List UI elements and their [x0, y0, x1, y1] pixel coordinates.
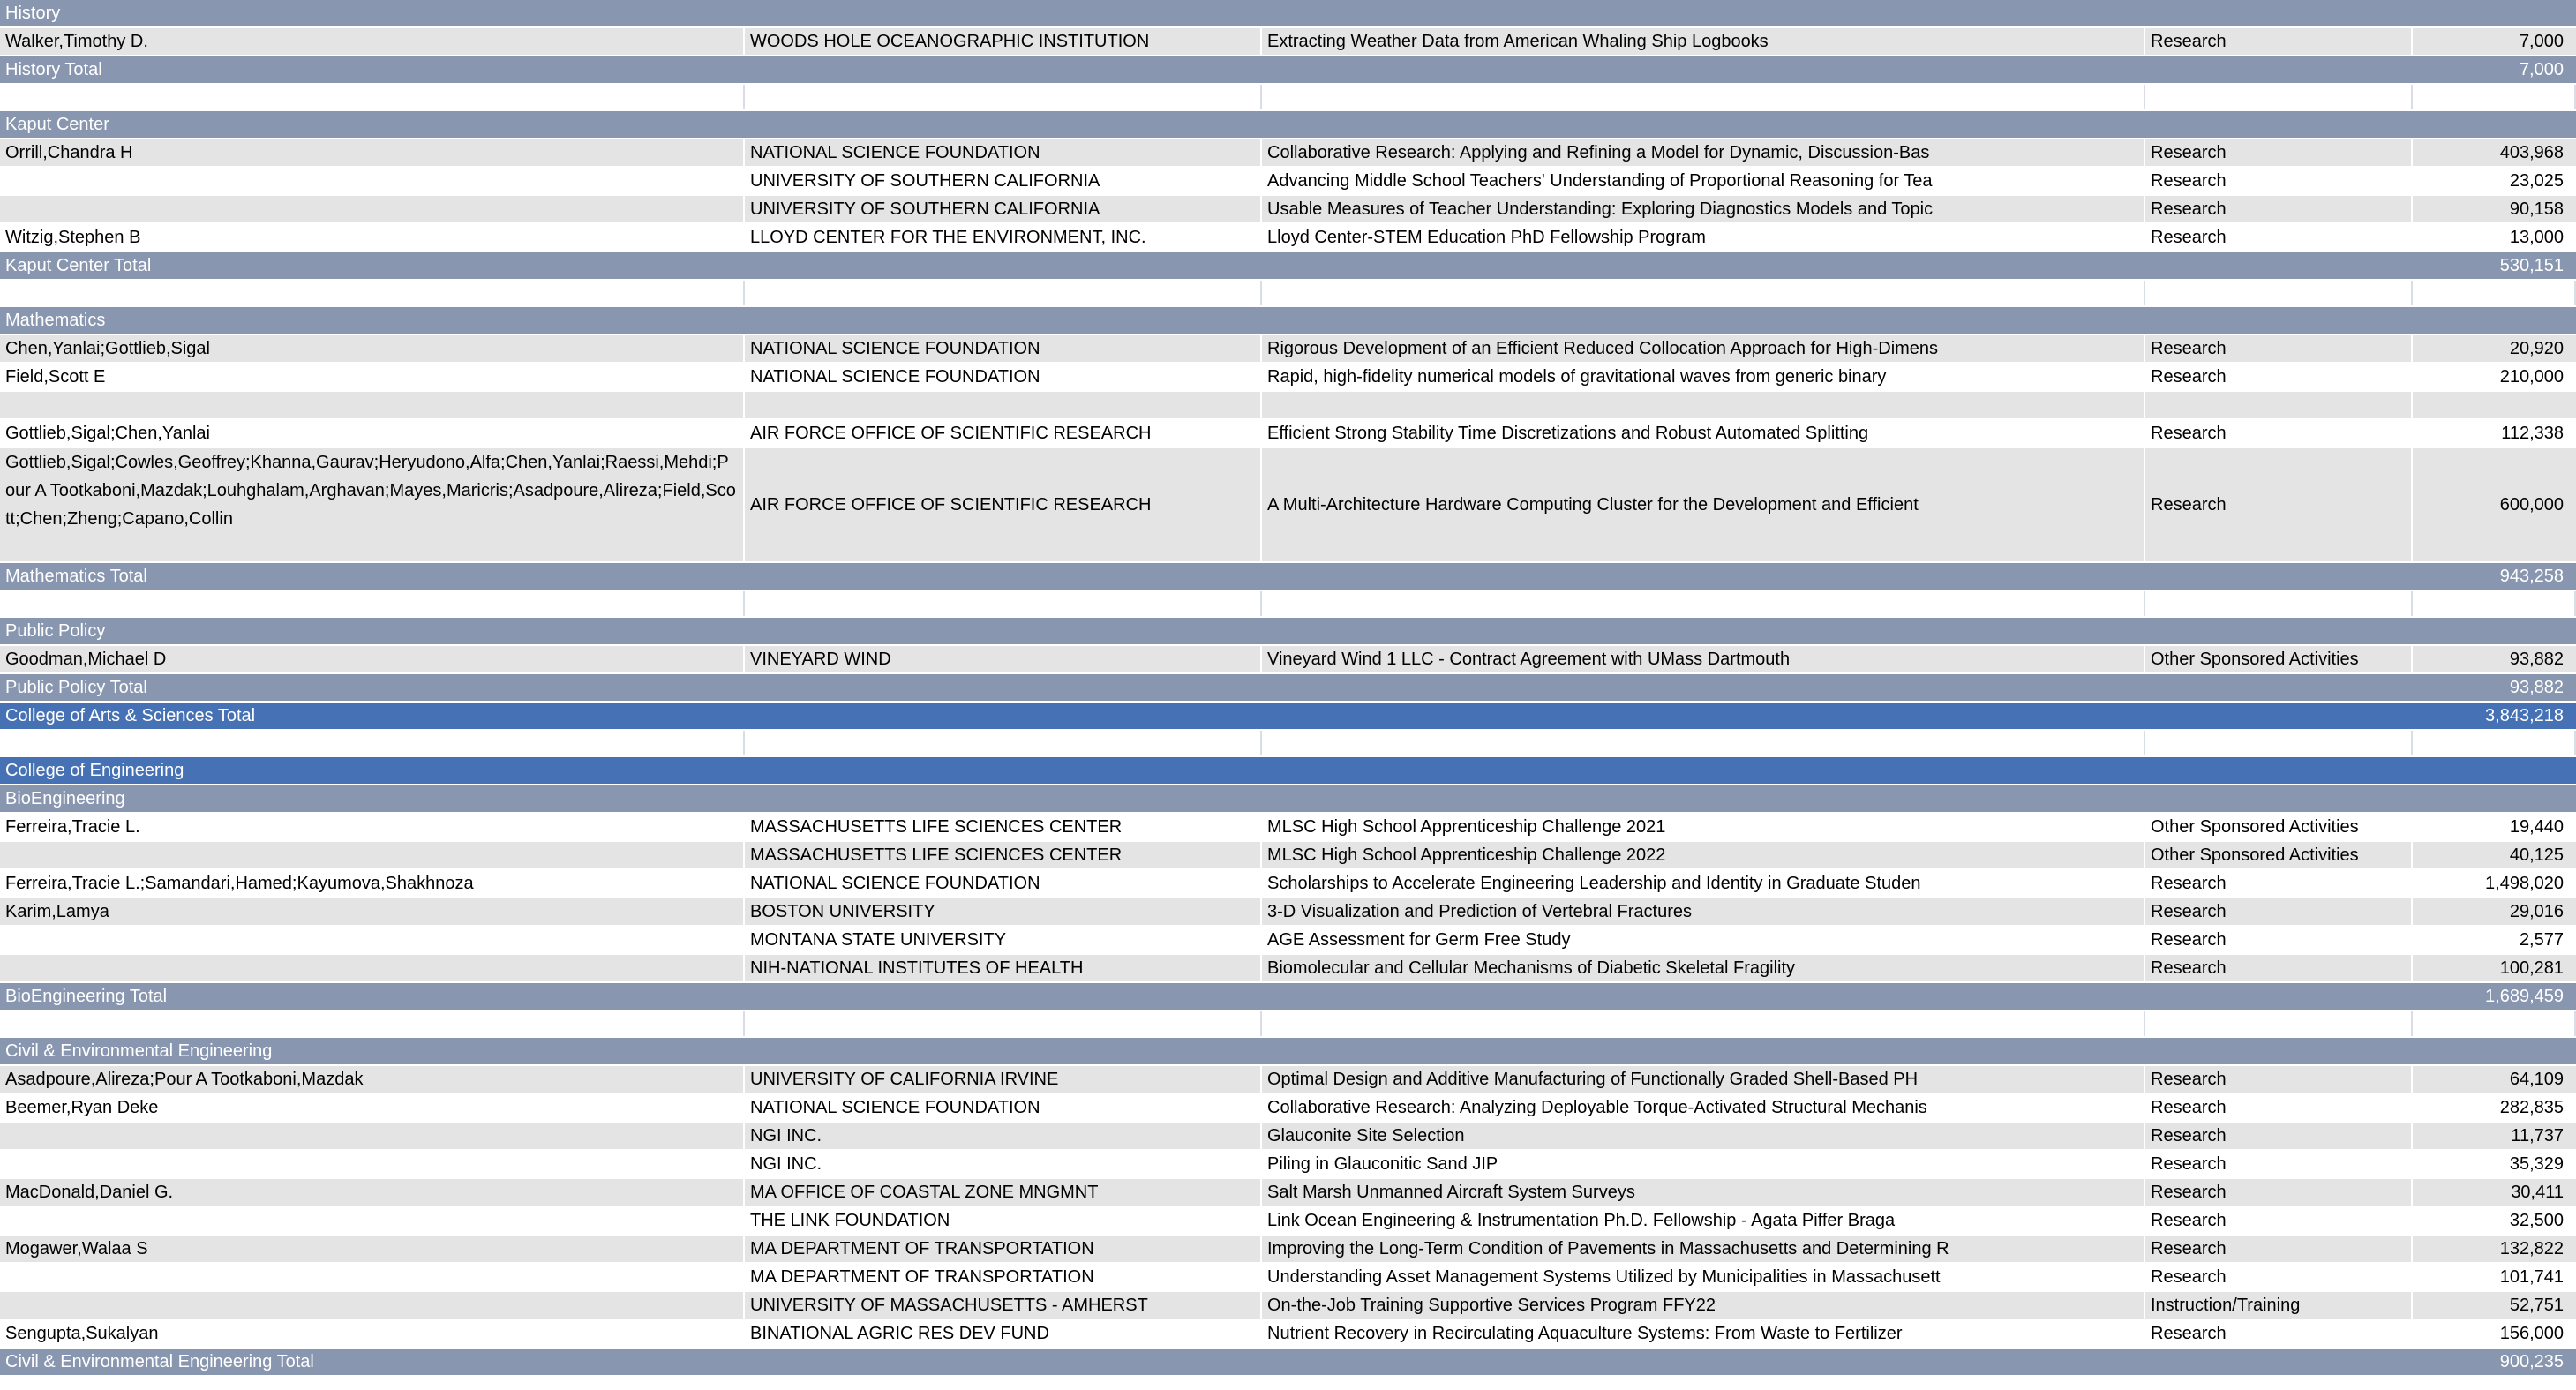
pi-name-cell[interactable]: Witzig,Stephen B — [0, 224, 745, 251]
project-title-cell[interactable]: Glauconite Site Selection — [1262, 1123, 2145, 1149]
subtotal-amount[interactable]: 900,235 — [2499, 1352, 2564, 1371]
project-title-cell[interactable]: A Multi-Architecture Hardware Computing Cluster for the Development and Efficient — [1262, 448, 2145, 561]
subtotal-row — [0, 983, 2576, 1011]
activity-type-cell[interactable]: Research — [2145, 927, 2413, 953]
section-amount-cell[interactable] — [2413, 0, 2576, 26]
sponsor-cell[interactable]: MA OFFICE OF COASTAL ZONE MNGMNT — [745, 1179, 1262, 1206]
activity-type-cell[interactable]: Other Sponsored Activities — [2145, 814, 2413, 840]
sponsor-cell[interactable]: NGI INC. — [745, 1151, 1262, 1177]
activity-type-cell[interactable]: Other Sponsored Activities — [2145, 842, 2413, 868]
pi-name-cell[interactable]: Sengupta,Sukalyan — [0, 1320, 745, 1347]
blank-cell-sponsor[interactable] — [745, 85, 1262, 109]
amount-cell[interactable]: 30,411 — [2511, 1183, 2564, 1202]
amount-cell[interactable]: 1,498,020 — [2485, 874, 2564, 893]
subtotal-label[interactable]: Public Policy Total — [5, 678, 147, 697]
pi-name-cell[interactable] — [0, 927, 745, 953]
amount-cell[interactable]: 23,025 — [2509, 171, 2564, 191]
amount-cell[interactable]: 210,000 — [2499, 367, 2564, 387]
blank-cell-title[interactable] — [1262, 731, 2145, 755]
section-header-row — [0, 785, 2576, 814]
sponsor-cell[interactable]: AIR FORCE OFFICE OF SCIENTIFIC RESEARCH — [745, 448, 1262, 561]
activity-type-cell[interactable]: Research — [2145, 335, 2413, 362]
empty-cell-amount[interactable] — [2413, 392, 2576, 418]
pi-name-cell[interactable]: Gottlieb,Sigal;Cowles,Geoffrey;Khanna,Gaurav;Heryudono,Alfa;Chen,Yanlai;Raessi,Mehdi;Pour A Tootkaboni,Mazdak;Louhghalam,Arghavan;Mayes,Maricris;Asadpoure,Alireza;Field,Scott;Chen;Zheng;Capano,Collin — [0, 448, 745, 561]
pi-name-cell[interactable]: Asadpoure,Alireza;Pour A Tootkaboni,Mazdak — [0, 1066, 745, 1093]
sponsor-cell[interactable]: BINATIONAL AGRIC RES DEV FUND — [745, 1320, 1262, 1347]
project-title-cell[interactable]: MLSC High School Apprenticeship Challenge 2022 — [1262, 842, 2145, 868]
blank-cell-amount[interactable] — [2413, 1011, 2576, 1036]
table-row — [0, 224, 2576, 252]
blank-cell-title[interactable] — [1262, 281, 2145, 305]
project-title-cell[interactable]: Optimal Design and Additive Manufacturing of Functionally Graded Shell-Based PH — [1262, 1066, 2145, 1093]
sponsor-cell[interactable]: NGI INC. — [745, 1123, 1262, 1149]
blank-row — [0, 731, 2576, 757]
college-label[interactable]: College of Arts & Sciences Total — [5, 706, 256, 725]
blank-row — [0, 591, 2576, 618]
project-title-cell[interactable]: Usable Measures of Teacher Understanding: Exploring Diagnostics Models and Topic — [1262, 196, 2145, 222]
table-row — [0, 335, 2576, 364]
college-row — [0, 703, 2576, 731]
sponsor-cell[interactable]: NATIONAL SCIENCE FOUNDATION — [745, 1094, 1262, 1121]
blank-cell-amount[interactable] — [2413, 281, 2576, 305]
project-title-cell[interactable]: Collaborative Research: Analyzing Deployable Torque-Activated Structural Mechanis — [1262, 1094, 2145, 1121]
activity-type-cell[interactable]: Research — [2145, 139, 2413, 166]
activity-type-cell[interactable]: Research — [2145, 1264, 2413, 1290]
empty-cell-name[interactable] — [0, 392, 745, 418]
section-header-row — [0, 111, 2576, 139]
section-amount-cell[interactable] — [2413, 785, 2576, 812]
subtotal-row — [0, 252, 2576, 281]
blank-cell-sponsor[interactable] — [745, 591, 1262, 616]
sponsor-cell[interactable]: VINEYARD WIND — [745, 646, 1262, 672]
sponsor-cell[interactable]: BOSTON UNIVERSITY — [745, 898, 1262, 925]
sponsor-cell[interactable]: NIH-NATIONAL INSTITUTES OF HEALTH — [745, 955, 1262, 981]
sponsor-cell[interactable]: NATIONAL SCIENCE FOUNDATION — [745, 364, 1262, 390]
blank-cell-amount[interactable] — [2413, 731, 2576, 755]
sponsor-cell[interactable]: MA DEPARTMENT OF TRANSPORTATION — [745, 1236, 1262, 1262]
empty-cell-title[interactable] — [1262, 392, 2145, 418]
activity-type-cell[interactable]: Research — [2145, 420, 2413, 447]
pi-name-cell[interactable] — [0, 1123, 745, 1149]
table-row — [0, 646, 2576, 674]
pi-name-cell[interactable]: Field,Scott E — [0, 364, 745, 390]
section-header-row — [0, 0, 2576, 28]
blank-cell-category[interactable] — [2145, 731, 2413, 755]
table-row — [0, 139, 2576, 168]
project-title-cell[interactable]: Improving the Long-Term Condition of Pavements in Massachusetts and Determining R — [1262, 1236, 2145, 1262]
table-row — [0, 1094, 2576, 1123]
blank-row — [0, 281, 2576, 307]
blank-cell-name[interactable] — [0, 281, 745, 305]
pi-name-cell[interactable]: Orrill,Chandra H — [0, 139, 745, 166]
blank-cell-sponsor[interactable] — [745, 281, 1262, 305]
section-label[interactable]: History — [5, 4, 61, 23]
section-label[interactable]: Civil & Environmental Engineering — [5, 1041, 273, 1061]
blank-row — [0, 85, 2576, 111]
pi-name-cell[interactable]: Goodman,Michael D — [0, 646, 745, 672]
section-label[interactable]: Mathematics — [5, 311, 106, 330]
project-title-cell[interactable]: Nutrient Recovery in Recirculating Aquaculture Systems: From Waste to Fertilizer — [1262, 1320, 2145, 1347]
blank-cell-title[interactable] — [1262, 591, 2145, 616]
activity-type-cell[interactable]: Instruction/Training — [2145, 1292, 2413, 1319]
amount-cell[interactable]: 282,835 — [2499, 1098, 2564, 1117]
section-amount-cell[interactable] — [2413, 1038, 2576, 1064]
table-row — [0, 1236, 2576, 1264]
activity-type-cell[interactable]: Research — [2145, 1094, 2413, 1121]
project-title-cell[interactable]: Lloyd Center-STEM Education PhD Fellowship Program — [1262, 224, 2145, 251]
subtotal-amount[interactable]: 1,689,459 — [2485, 987, 2564, 1006]
project-title-cell[interactable]: Extracting Weather Data from American Whaling Ship Logbooks — [1262, 28, 2145, 55]
amount-cell[interactable]: 64,109 — [2509, 1070, 2564, 1089]
blank-cell-category[interactable] — [2145, 85, 2413, 109]
sponsor-cell[interactable]: MASSACHUSETTS LIFE SCIENCES CENTER — [745, 842, 1262, 868]
college-label[interactable]: College of Engineering — [5, 761, 184, 780]
pi-name-cell[interactable]: MacDonald,Daniel G. — [0, 1179, 745, 1206]
activity-type-cell[interactable]: Research — [2145, 898, 2413, 925]
sponsor-cell[interactable]: WOODS HOLE OCEANOGRAPHIC INSTITUTION — [745, 28, 1262, 55]
subtotal-amount[interactable]: 530,151 — [2499, 256, 2564, 275]
sponsor-cell[interactable]: NATIONAL SCIENCE FOUNDATION — [745, 139, 1262, 166]
pi-name-cell[interactable]: Beemer,Ryan Deke — [0, 1094, 745, 1121]
empty-row — [0, 392, 2576, 420]
sponsor-cell[interactable]: UNIVERSITY OF MASSACHUSETTS - AMHERST — [745, 1292, 1262, 1319]
subtotal-label[interactable]: BioEngineering Total — [5, 987, 168, 1006]
pi-name-cell[interactable]: Walker,Timothy D. — [0, 28, 745, 55]
table-row — [0, 196, 2576, 224]
subtotal-amount[interactable]: 943,258 — [2499, 567, 2564, 586]
project-title-cell[interactable]: Efficient Strong Stability Time Discretizations and Robust Automated Splitting — [1262, 420, 2145, 447]
project-title-cell[interactable]: AGE Assessment for Germ Free Study — [1262, 927, 2145, 953]
project-title-cell[interactable]: Vineyard Wind 1 LLC - Contract Agreement with UMass Dartmouth — [1262, 646, 2145, 672]
table-row — [0, 870, 2576, 898]
table-row — [0, 28, 2576, 56]
sponsor-cell[interactable]: NATIONAL SCIENCE FOUNDATION — [745, 870, 1262, 897]
pi-name-cell[interactable]: Chen,Yanlai;Gottlieb,Sigal — [0, 335, 745, 362]
project-title-cell[interactable]: Salt Marsh Unmanned Aircraft System Surveys — [1262, 1179, 2145, 1206]
blank-cell-amount[interactable] — [2413, 591, 2576, 616]
activity-type-cell[interactable]: Research — [2145, 1320, 2413, 1347]
subtotal-row — [0, 56, 2576, 85]
project-title-cell[interactable]: Rigorous Development of an Efficient Reduced Collocation Approach for High-Dimens — [1262, 335, 2145, 362]
amount-cell[interactable]: 90,158 — [2509, 199, 2564, 219]
amount-cell[interactable]: 52,751 — [2509, 1296, 2564, 1315]
blank-cell-name[interactable] — [0, 85, 745, 109]
pi-name-cell[interactable] — [0, 196, 745, 222]
blank-cell-category[interactable] — [2145, 281, 2413, 305]
table-row — [0, 420, 2576, 448]
table-row — [0, 1292, 2576, 1320]
table-row — [0, 927, 2576, 955]
table-row — [0, 1066, 2576, 1094]
amount-cell[interactable]: 100,281 — [2499, 958, 2564, 978]
subtotal-label[interactable]: History Total — [5, 60, 102, 79]
college-amount[interactable]: 3,843,218 — [2485, 706, 2564, 725]
pi-name-cell[interactable] — [0, 842, 745, 868]
subtotal-label[interactable]: Mathematics Total — [5, 567, 147, 586]
subtotal-row — [0, 674, 2576, 703]
project-title-cell[interactable]: Piling in Glauconitic Sand JIP — [1262, 1151, 2145, 1177]
blank-cell-name[interactable] — [0, 591, 745, 616]
amount-cell[interactable]: 13,000 — [2509, 228, 2564, 247]
section-header-row — [0, 307, 2576, 335]
activity-type-cell[interactable]: Research — [2145, 1207, 2413, 1234]
activity-type-cell[interactable]: Research — [2145, 1179, 2413, 1206]
sponsor-cell[interactable]: UNIVERSITY OF SOUTHERN CALIFORNIA — [745, 196, 1262, 222]
activity-type-cell[interactable]: Research — [2145, 364, 2413, 390]
amount-cell[interactable]: 101,741 — [2499, 1267, 2564, 1287]
table-row — [0, 955, 2576, 983]
table-row — [0, 1179, 2576, 1207]
section-label[interactable]: Public Policy — [5, 621, 106, 641]
project-title-cell[interactable]: Collaborative Research: Applying and Refining a Model for Dynamic, Discussion-Bas — [1262, 139, 2145, 166]
project-title-cell[interactable]: Understanding Asset Management Systems Utilized by Municipalities in Massachusett — [1262, 1264, 2145, 1290]
pi-name-cell[interactable] — [0, 1264, 745, 1290]
blank-cell-name[interactable] — [0, 1011, 745, 1036]
project-title-cell[interactable]: MLSC High School Apprenticeship Challenge 2021 — [1262, 814, 2145, 840]
pi-name-cell[interactable] — [0, 1292, 745, 1319]
sponsor-cell[interactable]: MA DEPARTMENT OF TRANSPORTATION — [745, 1264, 1262, 1290]
table-row — [0, 1123, 2576, 1151]
sponsor-cell[interactable]: AIR FORCE OFFICE OF SCIENTIFIC RESEARCH — [745, 420, 1262, 447]
amount-cell[interactable]: 35,329 — [2509, 1154, 2564, 1174]
amount-cell[interactable]: 11,737 — [2511, 1126, 2564, 1146]
blank-cell-sponsor[interactable] — [745, 731, 1262, 755]
subtotal-row — [0, 1349, 2576, 1377]
activity-type-cell[interactable]: Research — [2145, 1236, 2413, 1262]
sponsor-cell[interactable]: NATIONAL SCIENCE FOUNDATION — [745, 335, 1262, 362]
pi-name-cell[interactable] — [0, 1207, 745, 1234]
table-row — [0, 1264, 2576, 1292]
blank-cell-title[interactable] — [1262, 85, 2145, 109]
sponsor-cell[interactable]: UNIVERSITY OF SOUTHERN CALIFORNIA — [745, 168, 1262, 194]
table-row — [0, 898, 2576, 927]
section-header-row — [0, 1038, 2576, 1066]
activity-type-cell[interactable]: Research — [2145, 1123, 2413, 1149]
blank-cell-sponsor[interactable] — [745, 1011, 1262, 1036]
blank-cell-title[interactable] — [1262, 1011, 2145, 1036]
pi-name-cell[interactable] — [0, 955, 745, 981]
amount-cell[interactable]: 32,500 — [2509, 1211, 2564, 1230]
amount-cell[interactable]: 40,125 — [2509, 845, 2564, 865]
section-label[interactable]: Kaput Center — [5, 115, 109, 134]
pi-name-cell[interactable] — [0, 1151, 745, 1177]
amount-cell[interactable]: 19,440 — [2509, 817, 2564, 837]
amount-cell[interactable]: 403,968 — [2499, 143, 2564, 162]
table-row — [0, 814, 2576, 842]
section-amount-cell[interactable] — [2413, 111, 2576, 138]
amount-cell[interactable]: 156,000 — [2499, 1324, 2564, 1343]
table-row — [0, 1151, 2576, 1179]
amount-cell[interactable]: 132,822 — [2499, 1239, 2564, 1259]
blank-cell-amount[interactable] — [2413, 85, 2576, 109]
project-title-cell[interactable]: Link Ocean Engineering & Instrumentation Ph.D. Fellowship - Agata Piffer Braga — [1262, 1207, 2145, 1234]
subtotal-label[interactable]: Civil & Environmental Engineering Total — [5, 1352, 314, 1371]
blank-cell-category[interactable] — [2145, 591, 2413, 616]
blank-row — [0, 1011, 2576, 1038]
section-label[interactable]: BioEngineering — [5, 789, 125, 808]
college-row — [0, 757, 2576, 785]
project-title-cell[interactable]: Biomolecular and Cellular Mechanisms of Diabetic Skeletal Fragility — [1262, 955, 2145, 981]
activity-type-cell[interactable]: Research — [2145, 955, 2413, 981]
pi-name-cell[interactable]: Mogawer,Walaa S — [0, 1236, 745, 1262]
table-row — [0, 1207, 2576, 1236]
empty-cell-category[interactable] — [2145, 392, 2413, 418]
activity-type-cell[interactable]: Research — [2145, 448, 2413, 561]
pi-name-cell[interactable]: Ferreira,Tracie L.;Samandari,Hamed;Kayumova,Shakhnoza — [0, 870, 745, 897]
blank-cell-name[interactable] — [0, 731, 745, 755]
table-row — [0, 842, 2576, 870]
amount-cell[interactable]: 93,882 — [2509, 650, 2564, 669]
section-amount-cell[interactable] — [2413, 307, 2576, 334]
amount-cell[interactable]: 112,338 — [2501, 424, 2564, 443]
sponsor-cell[interactable]: MASSACHUSETTS LIFE SCIENCES CENTER — [745, 814, 1262, 840]
amount-cell[interactable]: 7,000 — [2519, 32, 2564, 51]
amount-cell[interactable]: 600,000 — [2499, 495, 2564, 515]
activity-type-cell[interactable]: Research — [2145, 196, 2413, 222]
table-row — [0, 1320, 2576, 1349]
activity-type-cell[interactable]: Research — [2145, 1066, 2413, 1093]
project-title-cell[interactable]: Scholarships to Accelerate Engineering Leadership and Identity in Graduate Studen — [1262, 870, 2145, 897]
empty-cell-sponsor[interactable] — [745, 392, 1262, 418]
section-header-row — [0, 618, 2576, 646]
table-row — [0, 168, 2576, 196]
activity-type-cell[interactable]: Research — [2145, 168, 2413, 194]
project-title-cell[interactable]: 3-D Visualization and Prediction of Vertebral Fractures — [1262, 898, 2145, 925]
subtotal-amount[interactable]: 93,882 — [2509, 678, 2564, 697]
subtotal-row — [0, 563, 2576, 591]
pi-name-cell[interactable]: Gottlieb,Sigal;Chen,Yanlai — [0, 420, 745, 447]
subtotal-amount[interactable]: 7,000 — [2519, 60, 2564, 79]
sponsor-cell[interactable]: LLOYD CENTER FOR THE ENVIRONMENT, INC. — [745, 224, 1262, 251]
pi-name-cell[interactable]: Karim,Lamya — [0, 898, 745, 925]
sponsor-cell[interactable]: MONTANA STATE UNIVERSITY — [745, 927, 1262, 953]
section-amount-cell[interactable] — [2413, 618, 2576, 644]
activity-type-cell[interactable]: Other Sponsored Activities — [2145, 646, 2413, 672]
activity-type-cell[interactable]: Research — [2145, 224, 2413, 251]
activity-type-cell[interactable]: Research — [2145, 28, 2413, 55]
blank-cell-category[interactable] — [2145, 1011, 2413, 1036]
project-title-cell[interactable]: Rapid, high-fidelity numerical models of gravitational waves from generic binary — [1262, 364, 2145, 390]
amount-cell[interactable]: 20,920 — [2509, 339, 2564, 358]
activity-type-cell[interactable]: Research — [2145, 870, 2413, 897]
pi-name-cell[interactable]: Ferreira,Tracie L. — [0, 814, 745, 840]
sponsor-cell[interactable]: UNIVERSITY OF CALIFORNIA IRVINE — [745, 1066, 1262, 1093]
amount-cell[interactable]: 29,016 — [2509, 902, 2564, 921]
pi-name-cell[interactable] — [0, 168, 745, 194]
sponsor-cell[interactable]: THE LINK FOUNDATION — [745, 1207, 1262, 1234]
activity-type-cell[interactable]: Research — [2145, 1151, 2413, 1177]
amount-cell[interactable]: 2,577 — [2519, 930, 2564, 950]
subtotal-label[interactable]: Kaput Center Total — [5, 256, 152, 275]
college-amount[interactable] — [2413, 757, 2576, 784]
project-title-cell[interactable]: Advancing Middle School Teachers' Understanding of Proportional Reasoning for Tea — [1262, 168, 2145, 194]
project-title-cell[interactable]: On-the-Job Training Supportive Services Program FFY22 — [1262, 1292, 2145, 1319]
table-row — [0, 364, 2576, 392]
table-row — [0, 448, 2576, 563]
